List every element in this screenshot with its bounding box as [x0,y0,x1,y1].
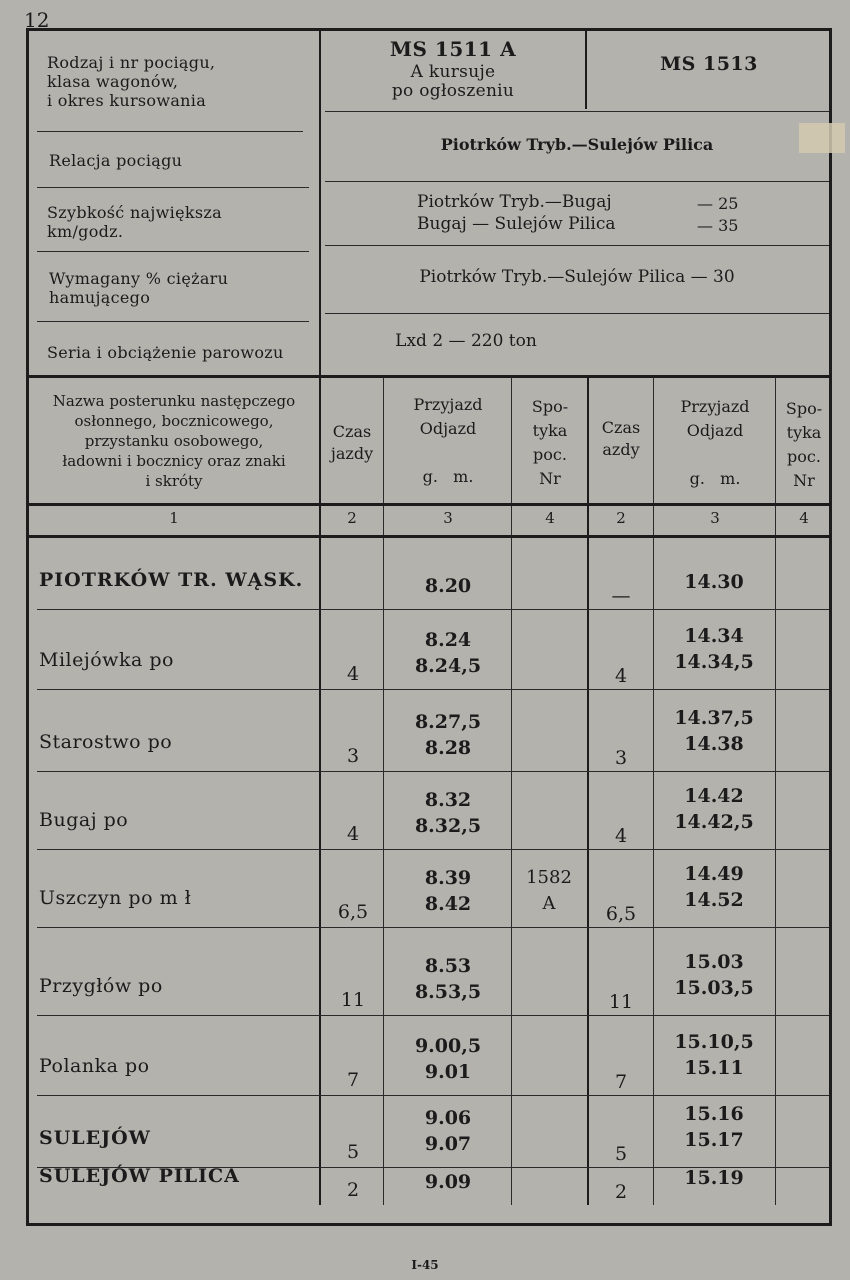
travel-time-1: 6,5 [337,901,369,923]
timetable-sheet [26,28,832,1226]
col-head-line: tyka [786,423,822,442]
col-head-line: Przyjazd [413,395,483,414]
travel-time-2: 3 [614,747,628,769]
speed-section: Bugaj — Sulejów Pilica [417,214,616,234]
station-name: Uszczyn po m ł [39,887,192,909]
col-head-line [655,443,775,467]
departure-time-2: 14.38 [684,733,744,755]
departure-time-2: 14.30 [684,571,744,593]
col-head-spot1 [513,395,587,491]
label-line: km/godz. [47,222,124,241]
col-head-line: tyka [532,421,568,440]
station-name: Polanka po [39,1055,150,1077]
row-divider [37,927,829,928]
departure-time-2: 15.17 [684,1129,744,1151]
train1-note-line: A kursuje [410,62,496,82]
departure-time-2: 15.03,5 [674,977,754,999]
station-name: Milejówka po [39,649,174,671]
travel-time-1: 4 [346,823,360,845]
train2-number: MS 1513 [660,53,758,75]
departure-time-1: 8.28 [424,737,472,759]
label-relation: Relacja pociągu [49,151,183,170]
col-head-line: Nr [793,471,815,490]
row-divider [37,849,829,850]
departure-time-2: 14.52 [684,889,744,911]
station-name: SULEJÓW [39,1127,152,1149]
train1-note-line: po ogłoszeniu [391,81,515,101]
departure-time-1: 9.01 [424,1061,472,1083]
meets-train-1: 1582 A [526,867,572,914]
travel-time-2: 4 [614,665,628,687]
col-head-czas1 [321,421,383,465]
travel-time-2: 5 [614,1143,628,1165]
speed-values [697,193,738,237]
col-head-line: ładowni i bocznicy oraz znaki [62,452,286,470]
locomotive-value: Lxd 2 — 220 ton [395,331,537,351]
col-head-line: poc. [533,445,567,464]
train1-number: MS 1511 A [389,37,517,61]
travel-time-2: 4 [614,825,628,847]
footer-code: I-45 [411,1258,439,1272]
departure-time-1: 8.32,5 [414,815,482,837]
col-head-czas2 [589,417,653,461]
relation-value: Piotrków Tryb.—Sulejów Pilica [440,135,714,154]
row-divider [37,1015,829,1016]
label-line: Szybkość największa [47,203,222,222]
arrival-time-1: 8.39 [424,867,472,889]
arrival-time-1: 9.06 [424,1107,472,1129]
row-divider [37,1095,829,1096]
speed-value: — 35 [697,216,739,235]
col-head-line: przystanku osobowego, [84,432,264,450]
label-locomotive: Seria i obciążenie parowozu [47,343,284,362]
label-line: hamującego [49,288,151,307]
travel-time-1: 3 [346,745,360,767]
col-head-line: Odjazd [686,421,744,440]
label-line: i okres kursowania [47,91,207,110]
col-head-line: g. m. [422,467,474,486]
departure-time-1: 8.24,5 [414,655,482,677]
col-head-line [385,441,511,465]
label-train-type [47,53,215,110]
departure-time-2: 14.42,5 [674,811,754,833]
label-max-speed [47,203,222,241]
col-head-line: Czas [332,422,372,441]
arrival-time-1: 9.00,5 [414,1035,482,1057]
col-head-line: Nazwa posterunku następczego [52,392,296,410]
page-number: 12 [24,8,50,32]
col-head-station [31,391,317,491]
col-head-line: Przyjazd [680,397,750,416]
station-name: Starostwo po [39,731,173,753]
col-head-line: jazdy [330,444,374,463]
col-head-line: azdy [602,440,640,459]
col-number: 2 [347,509,357,527]
col-head-line: Czas [601,418,641,437]
speed-sections [417,191,616,235]
col-head-line: i skróty [145,472,203,490]
arrival-time-1: 8.32 [424,789,472,811]
departure-time-2: 15.19 [684,1167,744,1189]
col-number: 3 [710,509,720,527]
travel-time-1: 11 [340,989,366,1011]
arrival-time-2: 15.03 [684,951,744,973]
col-number: 2 [616,509,626,527]
speed-value: — 25 [697,194,739,213]
col-number: 4 [545,509,555,527]
travel-time-1: 7 [346,1069,360,1091]
station-name: SULEJÓW PILICA [39,1165,240,1187]
departure-time-1: 9.07 [424,1133,472,1155]
travel-time-2: — [611,585,631,607]
col-head-arr1 [385,393,511,489]
station-name: Bugaj po [39,809,129,831]
label-line: Rodzaj i nr pociągu, [47,53,216,72]
arrival-time-2: 15.16 [684,1103,744,1125]
arrival-time-2: 14.34 [684,625,744,647]
station-name: PIOTRKÓW TR. WĄSK. [39,569,304,591]
travel-time-1: 4 [346,663,360,685]
train1-note [321,63,585,101]
arrival-time-1: 8.53 [424,955,472,977]
col-head-line: Odjazd [419,419,477,438]
arrival-time-1: 8.24 [424,629,472,651]
arrival-time-1: 8.27,5 [414,711,482,733]
col-number: 4 [799,509,809,527]
col-head-line: Nr [539,469,561,488]
travel-time-1: 2 [346,1179,360,1201]
col-head-line: poc. [787,447,821,466]
col-head-line: Spo- [531,397,569,416]
col-head-arr2 [655,395,775,491]
travel-time-2: 2 [614,1181,628,1203]
arrival-time-2: 14.42 [684,785,744,807]
arrival-time-2: 14.37,5 [674,707,754,729]
travel-time-1: 5 [346,1141,360,1163]
label-brake-weight [49,269,228,307]
departure-time-1: 8.42 [424,893,472,915]
col-number: 1 [169,509,179,527]
col-head-line: Spo- [785,399,823,418]
departure-time-1: 8.20 [424,575,472,597]
row-divider [37,771,829,772]
departure-time-1: 9.09 [424,1171,472,1193]
speed-section: Piotrków Tryb.—Bugaj [417,192,612,212]
travel-time-2: 7 [614,1071,628,1093]
label-line: Wymagany % ciężaru [49,269,229,288]
col-head-spot2 [777,397,831,493]
departure-time-2: 15.11 [684,1057,744,1079]
col-head-line: g. m. [689,469,741,488]
row-divider [37,609,829,610]
col-number: 3 [443,509,453,527]
arrival-time-2: 15.10,5 [674,1031,754,1053]
station-name: Przygłów po [39,975,163,997]
label-line: klasa wagonów, [47,72,179,91]
departure-time-1: 8.53,5 [414,981,482,1003]
arrival-time-2: 14.49 [684,863,744,885]
col-head-line: osłonnego, bocznicowego, [74,412,274,430]
travel-time-2: 11 [608,991,634,1013]
departure-time-2: 14.34,5 [674,651,754,673]
travel-time-2: 6,5 [605,903,637,925]
brake-value: Piotrków Tryb.—Sulejów Pilica — 30 [419,267,735,287]
row-divider [37,689,829,690]
